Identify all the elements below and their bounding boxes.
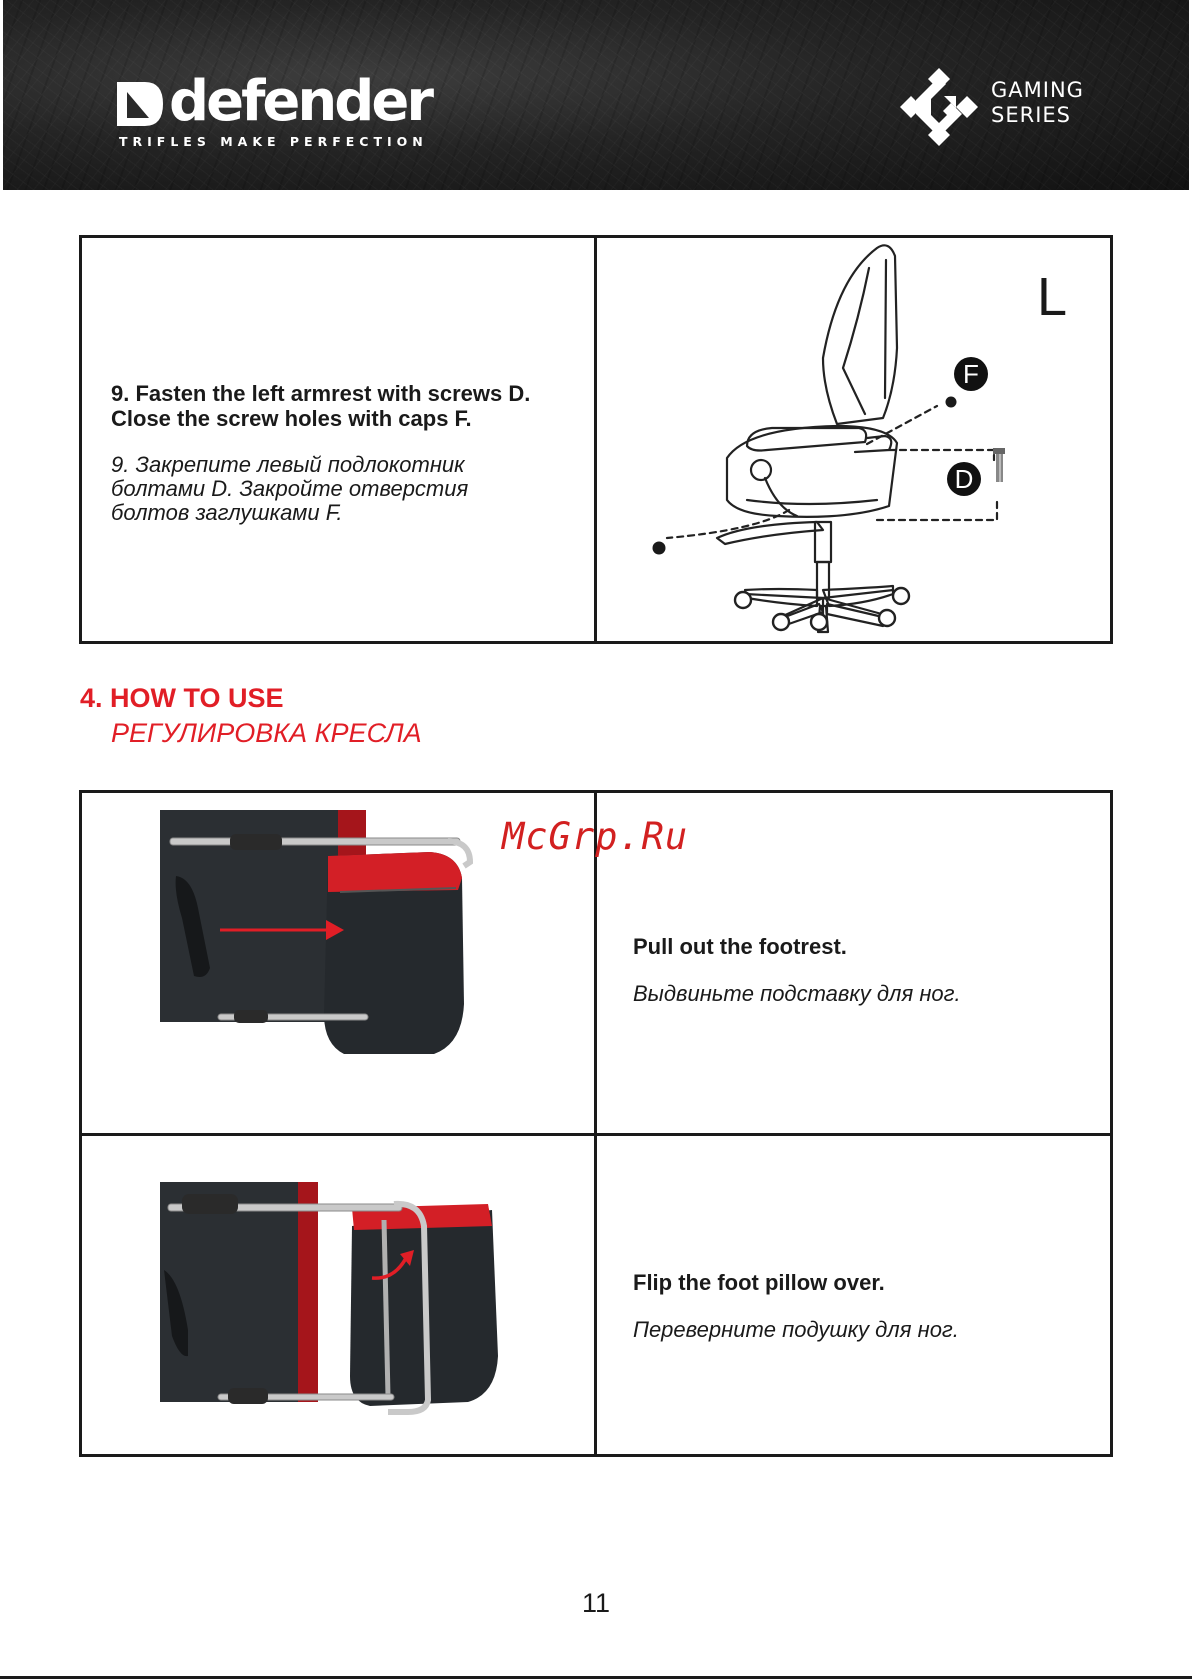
cap-f-upper (946, 397, 957, 408)
step-pull-footrest-en: Pull out the footrest. (633, 934, 847, 959)
step9-en-line2: Close the screw holes with caps F. (111, 406, 472, 431)
side-label: L (1037, 267, 1068, 327)
part-f-label: F (963, 359, 979, 389)
gaming-series-logo (898, 66, 1084, 152)
header-banner (3, 0, 1189, 190)
section-subtitle: РЕГУЛИРОВКА КРЕСЛА (111, 718, 422, 748)
brand-tagline: TRIFLES MAKE PERFECTION (119, 134, 428, 149)
step9-ru-line3: болтов заглушками F. (111, 500, 343, 525)
gaming-series-text (991, 78, 1084, 128)
defender-shield-icon (115, 80, 165, 128)
section-title: 4. HOW TO USE (80, 683, 284, 713)
cap-f-lower (653, 542, 666, 555)
step9-instruction-en (111, 381, 530, 431)
series-line-1: GAMING (991, 78, 1084, 102)
step9-instruction-ru (111, 453, 468, 525)
chair-armrest (747, 428, 866, 451)
page-number: 11 (581, 1588, 611, 1618)
step9-en-line1: 9. Fasten the left armrest with screws D. (111, 381, 531, 406)
step-flip-pillow-en: Flip the foot pillow over. (633, 1270, 885, 1295)
chair-armrest-diagram (597, 238, 1110, 641)
how-to-use-row-divider (79, 1133, 1113, 1136)
step-flip-pillow-ru: Переверните подушку для ног. (633, 1317, 959, 1342)
step-pull-footrest-ru: Выдвиньте подставку для ног. (633, 981, 961, 1006)
gaming-g-diamond-icon (898, 66, 980, 148)
screw-d-icon (993, 448, 1005, 482)
step9-ru-line2: болтами D. Закройте отверстия (111, 476, 469, 501)
brand-name: defender (169, 69, 431, 134)
watermark: McGrp.Ru (502, 815, 689, 858)
foot-pillow-flip-photo (158, 1180, 508, 1425)
footrest-pull-photo (158, 808, 508, 1058)
step9-ru-line1: 9. Закрепите левый подлокотник (111, 452, 465, 477)
part-d-label: D (954, 464, 974, 494)
how-to-use-divider (594, 790, 597, 1457)
series-line-2: SERIES (991, 103, 1071, 127)
